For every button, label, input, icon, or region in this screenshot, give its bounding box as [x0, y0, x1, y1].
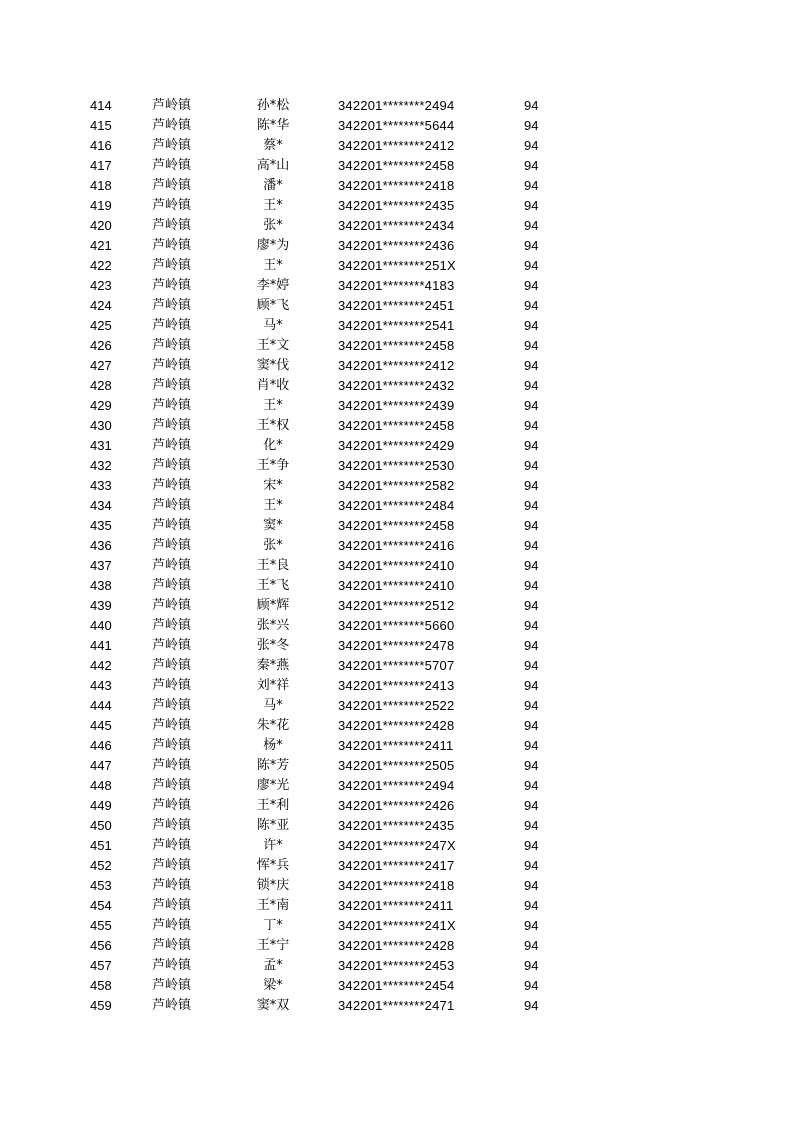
row-number: 459 [90, 998, 112, 1013]
table-row [0, 876, 794, 896]
score-cell: 94 [524, 918, 539, 933]
row-number: 435 [90, 518, 112, 533]
table-row [0, 276, 794, 296]
id-number: 342201********2410 [338, 578, 455, 593]
id-number: 342201********2471 [338, 998, 455, 1013]
table-row [0, 756, 794, 776]
row-number: 451 [90, 838, 112, 853]
table-row [0, 296, 794, 316]
person-name: 陈*华 [256, 118, 290, 133]
id-number: 342201********2494 [338, 778, 455, 793]
id-number: 342201********2451 [338, 298, 455, 313]
score-cell: 94 [524, 498, 539, 513]
score-cell: 94 [524, 998, 539, 1013]
score-cell: 94 [524, 718, 539, 733]
table-row [0, 736, 794, 756]
town-cell: 芦岭镇 [152, 298, 192, 313]
town-cell: 芦岭镇 [152, 118, 192, 133]
row-number: 416 [90, 138, 112, 153]
row-number: 414 [90, 98, 112, 113]
row-number: 436 [90, 538, 112, 553]
row-number: 431 [90, 438, 112, 453]
table-row [0, 796, 794, 816]
row-number: 453 [90, 878, 112, 893]
town-cell: 芦岭镇 [152, 178, 192, 193]
town-cell: 芦岭镇 [152, 578, 192, 593]
score-cell: 94 [524, 158, 539, 173]
town-cell: 芦岭镇 [152, 378, 192, 393]
row-number: 421 [90, 238, 112, 253]
table-row [0, 976, 794, 996]
id-number: 342201********2454 [338, 978, 455, 993]
person-name: 化* [263, 438, 283, 453]
table-row [0, 476, 794, 496]
person-name: 王*争 [256, 458, 290, 473]
id-number: 342201********2411 [338, 738, 454, 753]
person-name: 李*婷 [256, 278, 290, 293]
person-name: 窦* [263, 518, 283, 533]
person-name: 马* [263, 698, 283, 713]
row-number: 427 [90, 358, 112, 373]
score-cell: 94 [524, 578, 539, 593]
person-name: 窦*双 [256, 998, 290, 1013]
score-cell: 94 [524, 178, 539, 193]
person-name: 张* [263, 538, 283, 553]
id-number: 342201********2428 [338, 718, 455, 733]
id-number: 342201********2411 [338, 898, 454, 913]
person-name: 朱*花 [256, 718, 290, 733]
score-cell: 94 [524, 358, 539, 373]
table-row [0, 336, 794, 356]
table-row [0, 376, 794, 396]
town-cell: 芦岭镇 [152, 998, 192, 1013]
id-number: 342201********2478 [338, 638, 455, 653]
person-name: 陈*芳 [256, 758, 290, 773]
table-row [0, 516, 794, 536]
table-row [0, 536, 794, 556]
town-cell: 芦岭镇 [152, 338, 192, 353]
row-number: 430 [90, 418, 112, 433]
id-number: 342201********2453 [338, 958, 455, 973]
table-row [0, 176, 794, 196]
row-number: 423 [90, 278, 112, 293]
row-number: 424 [90, 298, 112, 313]
person-name: 张* [263, 218, 283, 233]
town-cell: 芦岭镇 [152, 878, 192, 893]
table-row [0, 856, 794, 876]
row-number: 433 [90, 478, 112, 493]
row-number: 445 [90, 718, 112, 733]
score-cell: 94 [524, 418, 539, 433]
town-cell: 芦岭镇 [152, 238, 192, 253]
table-row [0, 396, 794, 416]
table-row [0, 716, 794, 736]
id-number: 342201********2582 [338, 478, 455, 493]
score-cell: 94 [524, 978, 539, 993]
person-name: 梁* [263, 978, 283, 993]
table-row [0, 936, 794, 956]
person-name: 孙*松 [256, 98, 290, 113]
town-cell: 芦岭镇 [152, 618, 192, 633]
town-cell: 芦岭镇 [152, 478, 192, 493]
town-cell: 芦岭镇 [152, 918, 192, 933]
person-name: 孟* [263, 958, 283, 973]
table-row [0, 456, 794, 476]
town-cell: 芦岭镇 [152, 358, 192, 373]
row-number: 457 [90, 958, 112, 973]
score-cell: 94 [524, 238, 539, 253]
table-row [0, 556, 794, 576]
table-row [0, 196, 794, 216]
person-name: 廖*光 [256, 778, 290, 793]
table-row [0, 436, 794, 456]
row-number: 446 [90, 738, 112, 753]
person-name: 马* [263, 318, 283, 333]
person-name: 秦*燕 [256, 658, 290, 673]
person-name: 刘*祥 [256, 678, 290, 693]
table-row [0, 676, 794, 696]
id-number: 342201********2412 [338, 138, 455, 153]
score-cell: 94 [524, 778, 539, 793]
row-number: 444 [90, 698, 112, 713]
score-cell: 94 [524, 758, 539, 773]
id-number: 342201********2494 [338, 98, 455, 113]
id-number: 342201********2435 [338, 818, 455, 833]
town-cell: 芦岭镇 [152, 558, 192, 573]
person-name: 张*兴 [256, 618, 290, 633]
town-cell: 芦岭镇 [152, 598, 192, 613]
id-number: 342201********2522 [338, 698, 455, 713]
score-cell: 94 [524, 658, 539, 673]
score-cell: 94 [524, 458, 539, 473]
score-cell: 94 [524, 598, 539, 613]
table-row [0, 216, 794, 236]
town-cell: 芦岭镇 [152, 398, 192, 413]
score-cell: 94 [524, 438, 539, 453]
score-cell: 94 [524, 478, 539, 493]
id-number: 342201********2439 [338, 398, 455, 413]
table-row [0, 656, 794, 676]
table-row [0, 256, 794, 276]
id-number: 342201********2435 [338, 198, 455, 213]
table-row [0, 776, 794, 796]
score-cell: 94 [524, 838, 539, 853]
score-cell: 94 [524, 698, 539, 713]
row-number: 455 [90, 918, 112, 933]
id-number: 342201********247X [338, 838, 456, 853]
table-row [0, 496, 794, 516]
person-name: 廖*为 [256, 238, 290, 253]
id-number: 342201********2458 [338, 418, 455, 433]
score-cell: 94 [524, 958, 539, 973]
person-name: 王* [263, 498, 283, 513]
town-cell: 芦岭镇 [152, 458, 192, 473]
score-cell: 94 [524, 258, 539, 273]
town-cell: 芦岭镇 [152, 978, 192, 993]
row-number: 443 [90, 678, 112, 693]
row-number: 417 [90, 158, 112, 173]
score-cell: 94 [524, 398, 539, 413]
town-cell: 芦岭镇 [152, 658, 192, 673]
score-cell: 94 [524, 538, 539, 553]
person-name: 锁*庆 [256, 878, 290, 893]
person-name: 顾*飞 [256, 298, 290, 313]
score-cell: 94 [524, 518, 539, 533]
town-cell: 芦岭镇 [152, 278, 192, 293]
row-number: 452 [90, 858, 112, 873]
table-row [0, 916, 794, 936]
town-cell: 芦岭镇 [152, 158, 192, 173]
table-row [0, 116, 794, 136]
id-number: 342201********5644 [338, 118, 455, 133]
row-number: 434 [90, 498, 112, 513]
row-number: 418 [90, 178, 112, 193]
row-number: 428 [90, 378, 112, 393]
person-name: 王*飞 [256, 578, 290, 593]
id-number: 342201********2418 [338, 178, 455, 193]
id-number: 342201********2410 [338, 558, 455, 573]
row-number: 442 [90, 658, 112, 673]
score-cell: 94 [524, 818, 539, 833]
id-number: 342201********2432 [338, 378, 455, 393]
town-cell: 芦岭镇 [152, 218, 192, 233]
id-number: 342201********2484 [338, 498, 455, 513]
table-row [0, 996, 794, 1016]
row-number: 447 [90, 758, 112, 773]
score-cell: 94 [524, 798, 539, 813]
id-number: 342201********2458 [338, 338, 455, 353]
person-name: 王* [263, 258, 283, 273]
person-name: 陈*亚 [256, 818, 290, 833]
table-row [0, 896, 794, 916]
table-row [0, 136, 794, 156]
row-number: 425 [90, 318, 112, 333]
score-cell: 94 [524, 118, 539, 133]
id-number: 342201********2505 [338, 758, 455, 773]
id-number: 342201********2429 [338, 438, 455, 453]
table-row [0, 816, 794, 836]
id-number: 342201********2426 [338, 798, 455, 813]
score-cell: 94 [524, 898, 539, 913]
score-cell: 94 [524, 878, 539, 893]
score-cell: 94 [524, 558, 539, 573]
table-row [0, 696, 794, 716]
row-number: 429 [90, 398, 112, 413]
id-number: 342201********241X [338, 918, 456, 933]
town-cell: 芦岭镇 [152, 98, 192, 113]
id-number: 342201********2512 [338, 598, 455, 613]
town-cell: 芦岭镇 [152, 758, 192, 773]
town-cell: 芦岭镇 [152, 538, 192, 553]
id-number: 342201********5707 [338, 658, 455, 673]
town-cell: 芦岭镇 [152, 198, 192, 213]
row-number: 454 [90, 898, 112, 913]
person-name: 王* [263, 198, 283, 213]
town-cell: 芦岭镇 [152, 318, 192, 333]
row-number: 415 [90, 118, 112, 133]
town-cell: 芦岭镇 [152, 418, 192, 433]
town-cell: 芦岭镇 [152, 818, 192, 833]
town-cell: 芦岭镇 [152, 518, 192, 533]
town-cell: 芦岭镇 [152, 938, 192, 953]
id-number: 342201********2412 [338, 358, 455, 373]
person-name: 王*南 [256, 898, 290, 913]
row-number: 420 [90, 218, 112, 233]
town-cell: 芦岭镇 [152, 438, 192, 453]
row-number: 448 [90, 778, 112, 793]
person-name: 王*宁 [256, 938, 290, 953]
row-number: 419 [90, 198, 112, 213]
score-cell: 94 [524, 678, 539, 693]
table-row [0, 416, 794, 436]
row-number: 458 [90, 978, 112, 993]
score-cell: 94 [524, 738, 539, 753]
row-number: 450 [90, 818, 112, 833]
id-number: 342201********2434 [338, 218, 455, 233]
town-cell: 芦岭镇 [152, 718, 192, 733]
score-cell: 94 [524, 338, 539, 353]
town-cell: 芦岭镇 [152, 138, 192, 153]
row-number: 437 [90, 558, 112, 573]
row-number: 438 [90, 578, 112, 593]
score-cell: 94 [524, 218, 539, 233]
row-number: 432 [90, 458, 112, 473]
table-row [0, 956, 794, 976]
person-name: 蔡* [263, 138, 283, 153]
id-number: 342201********251X [338, 258, 456, 273]
person-name: 丁* [263, 918, 283, 933]
table-row [0, 576, 794, 596]
person-name: 宋* [263, 478, 283, 493]
person-name: 潘* [263, 178, 283, 193]
row-number: 422 [90, 258, 112, 273]
person-name: 王*良 [256, 558, 290, 573]
table-row [0, 616, 794, 636]
id-number: 342201********2530 [338, 458, 455, 473]
score-cell: 94 [524, 278, 539, 293]
town-cell: 芦岭镇 [152, 258, 192, 273]
table-row [0, 236, 794, 256]
table-row [0, 316, 794, 336]
score-cell: 94 [524, 298, 539, 313]
id-number: 342201********4183 [338, 278, 455, 293]
score-cell: 94 [524, 938, 539, 953]
town-cell: 芦岭镇 [152, 798, 192, 813]
person-name: 窦*伐 [256, 358, 290, 373]
id-number: 342201********2458 [338, 158, 455, 173]
row-number: 439 [90, 598, 112, 613]
table-row [0, 636, 794, 656]
town-cell: 芦岭镇 [152, 498, 192, 513]
person-name: 杨* [263, 738, 283, 753]
town-cell: 芦岭镇 [152, 958, 192, 973]
id-number: 342201********5660 [338, 618, 455, 633]
row-number: 440 [90, 618, 112, 633]
score-cell: 94 [524, 638, 539, 653]
id-number: 342201********2436 [338, 238, 455, 253]
table-row [0, 96, 794, 116]
town-cell: 芦岭镇 [152, 698, 192, 713]
id-number: 342201********2416 [338, 538, 455, 553]
score-cell: 94 [524, 858, 539, 873]
score-cell: 94 [524, 98, 539, 113]
person-name: 许* [263, 838, 283, 853]
person-name: 恽*兵 [256, 858, 290, 873]
id-number: 342201********2413 [338, 678, 455, 693]
row-number: 456 [90, 938, 112, 953]
score-cell: 94 [524, 378, 539, 393]
person-name: 王*文 [256, 338, 290, 353]
id-number: 342201********2417 [338, 858, 455, 873]
score-cell: 94 [524, 618, 539, 633]
table-row [0, 356, 794, 376]
person-name: 顾*辉 [256, 598, 290, 613]
score-cell: 94 [524, 198, 539, 213]
id-number: 342201********2418 [338, 878, 455, 893]
town-cell: 芦岭镇 [152, 778, 192, 793]
person-name: 肖*收 [256, 378, 290, 393]
id-number: 342201********2428 [338, 938, 455, 953]
score-cell: 94 [524, 318, 539, 333]
town-cell: 芦岭镇 [152, 858, 192, 873]
person-name: 王* [263, 398, 283, 413]
score-cell: 94 [524, 138, 539, 153]
id-number: 342201********2541 [338, 318, 455, 333]
row-number: 449 [90, 798, 112, 813]
person-name: 张*冬 [256, 638, 290, 653]
id-number: 342201********2458 [338, 518, 455, 533]
town-cell: 芦岭镇 [152, 898, 192, 913]
roster-table [0, 96, 794, 1016]
town-cell: 芦岭镇 [152, 838, 192, 853]
person-name: 王*利 [256, 798, 290, 813]
table-row [0, 596, 794, 616]
person-name: 王*权 [256, 418, 290, 433]
row-number: 441 [90, 638, 112, 653]
table-row [0, 156, 794, 176]
town-cell: 芦岭镇 [152, 678, 192, 693]
town-cell: 芦岭镇 [152, 738, 192, 753]
person-name: 高*山 [256, 158, 290, 173]
town-cell: 芦岭镇 [152, 638, 192, 653]
row-number: 426 [90, 338, 112, 353]
table-row [0, 836, 794, 856]
